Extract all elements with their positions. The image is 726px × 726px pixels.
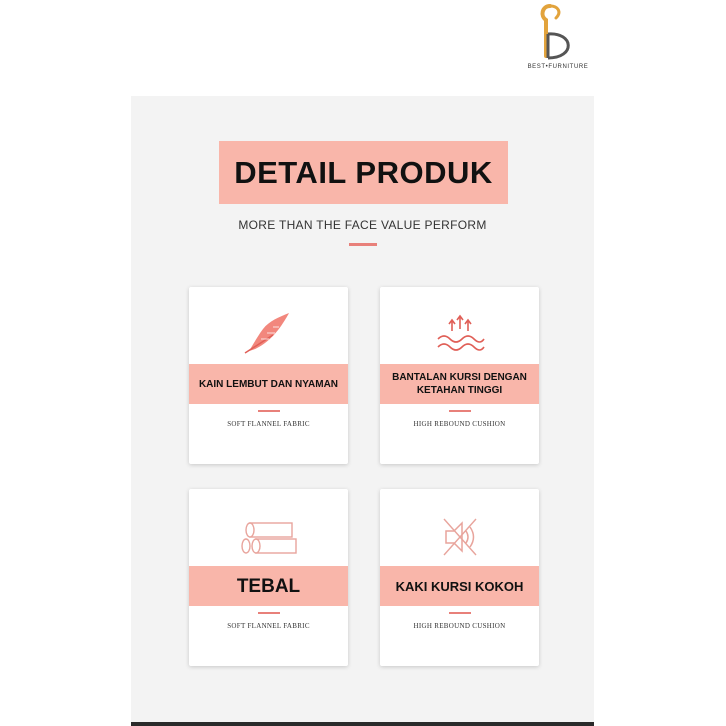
feature-divider xyxy=(449,612,471,614)
feature-label: BANTALAN KURSI DENGAN KETAHAN TINGGI xyxy=(392,372,527,396)
page-title-box xyxy=(219,141,508,204)
feature-card-legs xyxy=(380,489,539,666)
feature-band xyxy=(380,566,539,606)
brand-logo-text: BEST•FURNITURE xyxy=(527,64,589,70)
feature-label: KAIN LEMBUT DAN NYAMAN xyxy=(198,378,339,390)
feature-label: KAKI KURSI KOKOH xyxy=(395,578,524,594)
feature-caption: SOFT FLANNEL FABRIC xyxy=(227,622,310,630)
feature-card-fabric xyxy=(189,287,348,464)
feature-card-cushion xyxy=(380,287,539,464)
brand-logo xyxy=(520,0,596,76)
brand-logo-icon xyxy=(534,2,582,62)
feature-band xyxy=(380,364,539,404)
panel-bottom-border xyxy=(131,722,594,726)
subtitle-underline xyxy=(349,243,377,246)
no-noise-speaker-icon xyxy=(380,511,539,563)
feature-caption: HIGH REBOUND CUSHION xyxy=(413,420,506,428)
feature-label: TEBAL xyxy=(236,575,301,597)
feature-divider xyxy=(258,612,280,614)
feather-icon xyxy=(189,309,348,361)
feature-divider xyxy=(258,410,280,412)
feature-band xyxy=(189,364,348,404)
feature-card-thick xyxy=(189,489,348,666)
feature-divider xyxy=(449,410,471,412)
foam-rolls-icon xyxy=(189,511,348,563)
feature-caption: HIGH REBOUND CUSHION xyxy=(413,622,506,630)
rebound-waves-icon xyxy=(380,309,539,361)
feature-band xyxy=(189,566,348,606)
page-title: DETAIL PRODUK xyxy=(234,154,493,190)
feature-caption: SOFT FLANNEL FABRIC xyxy=(227,420,310,428)
page-subtitle: MORE THAN THE FACE VALUE PERFORM xyxy=(238,218,487,232)
